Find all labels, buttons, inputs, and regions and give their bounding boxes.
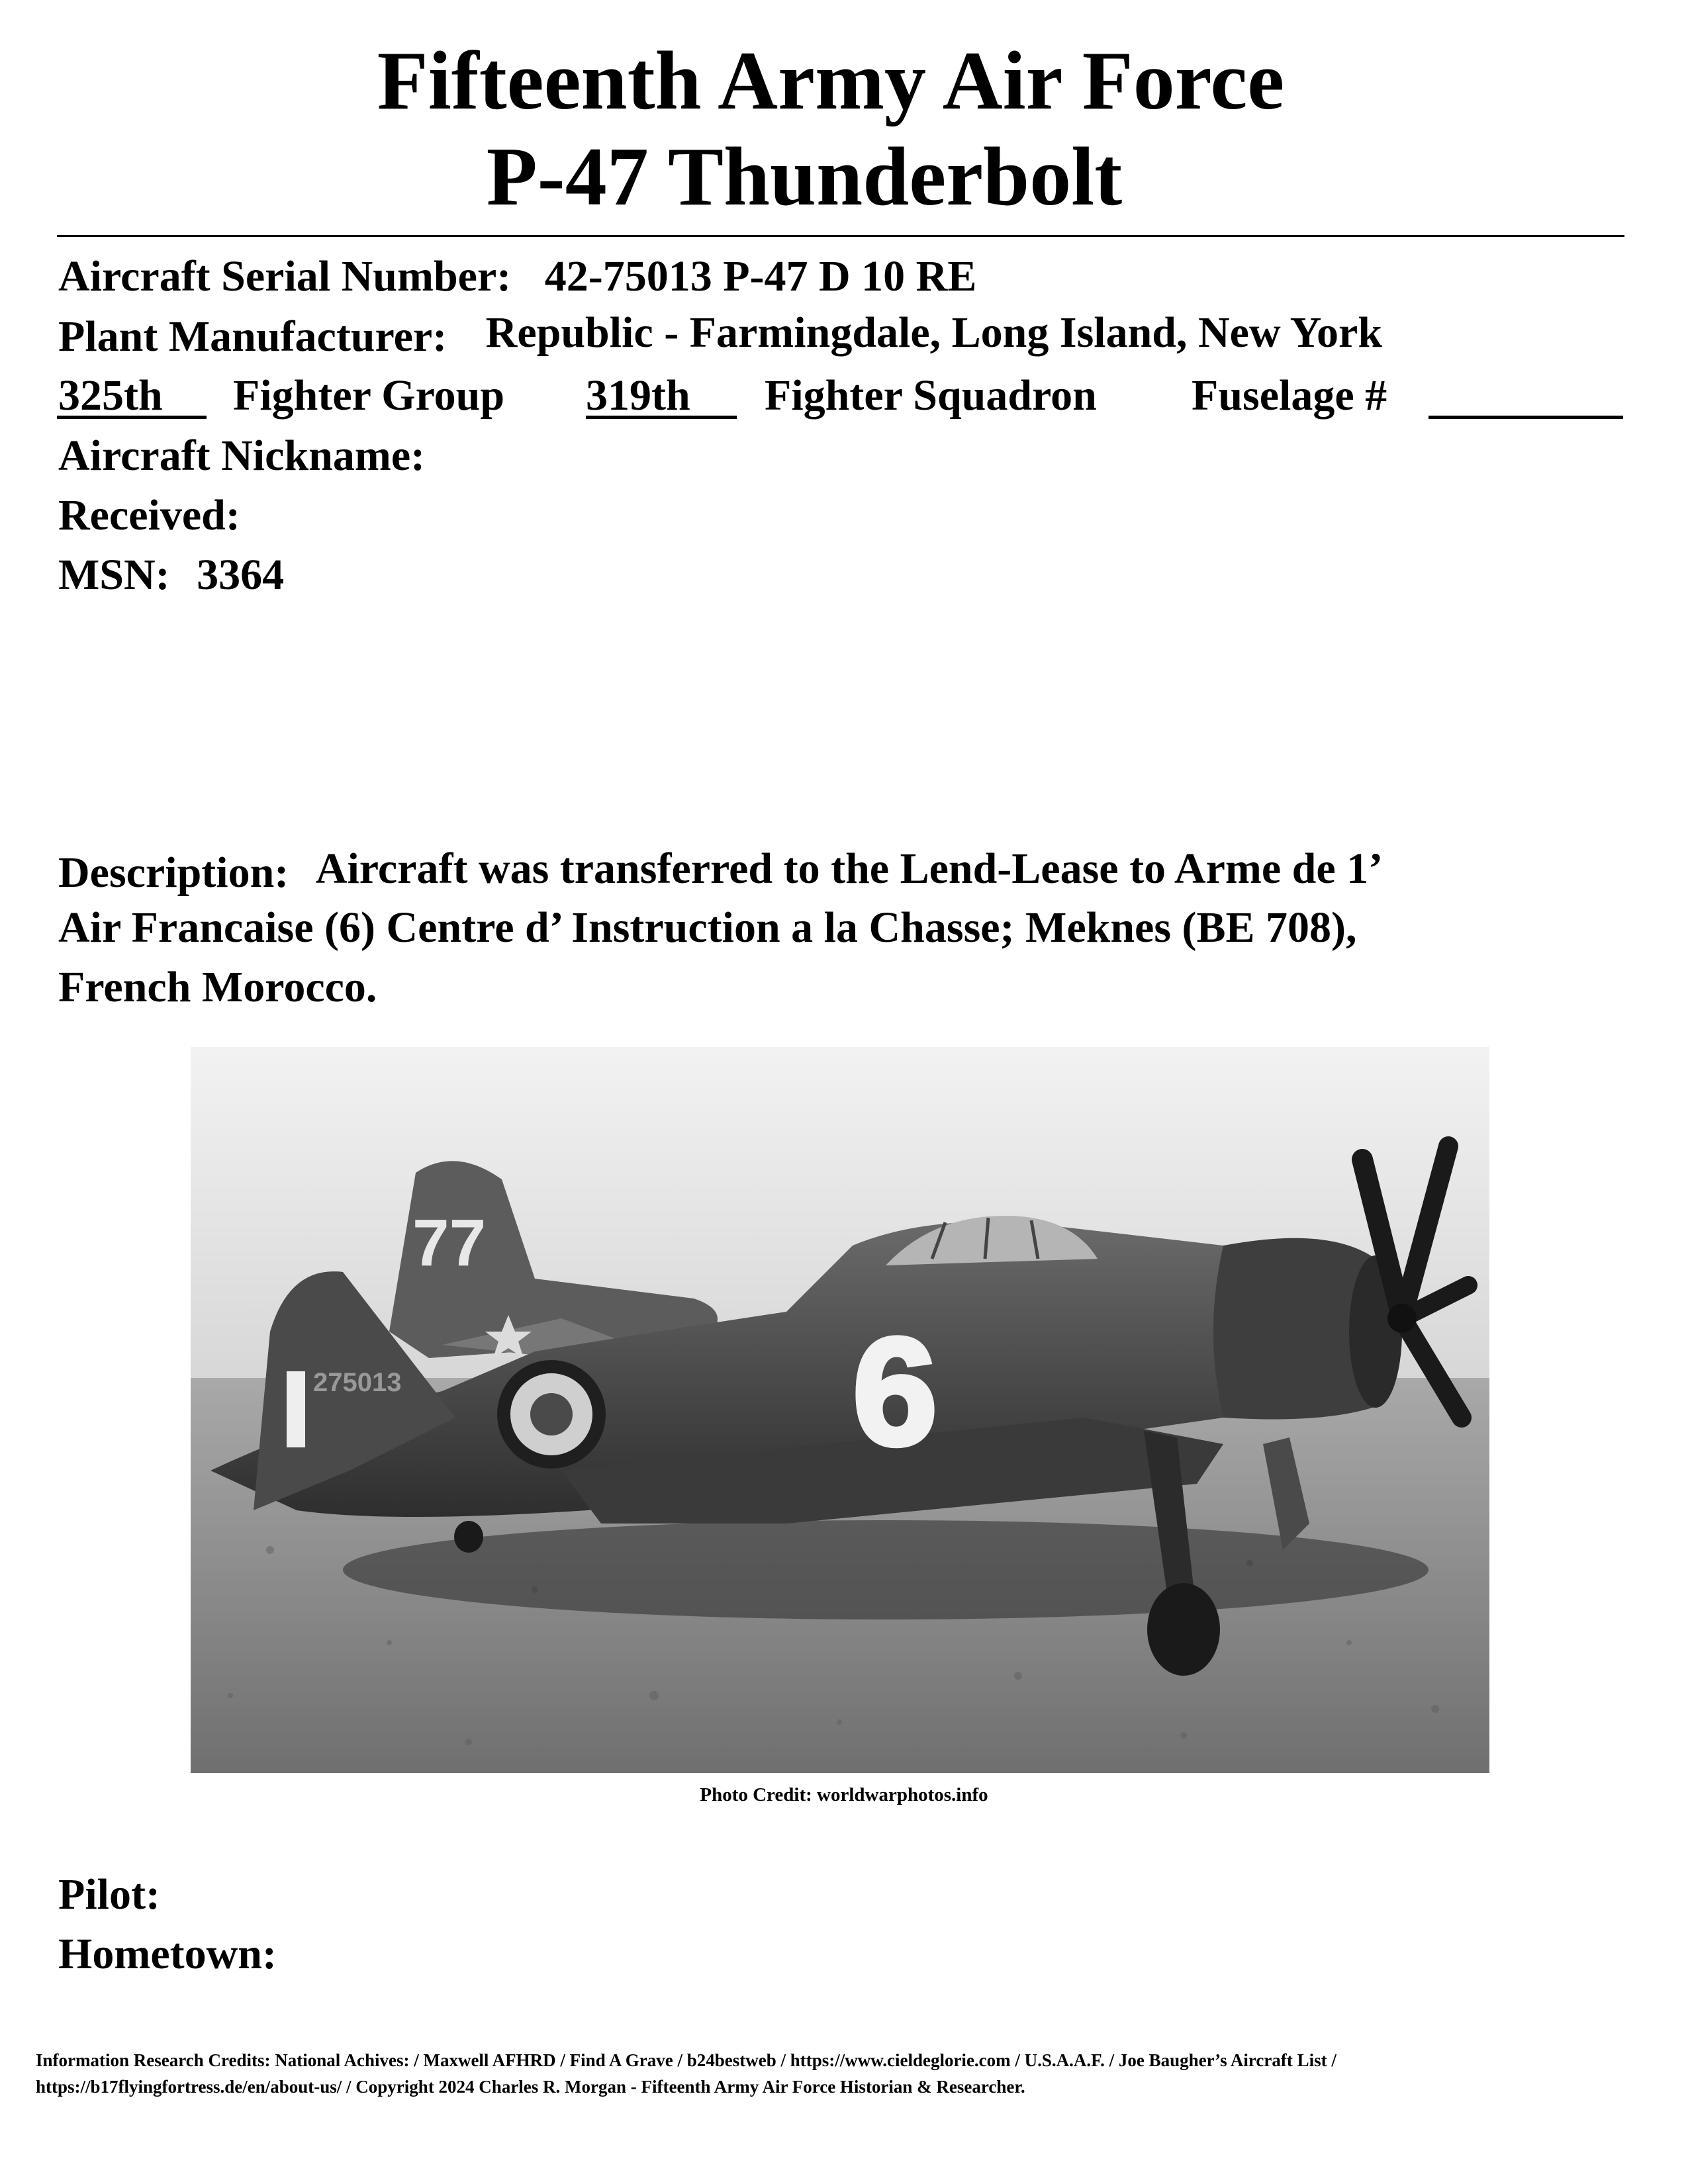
description-line-2: Air Francaise (6) Centre d’ Instruction a la Chasse; Meknes (BE 708),	[58, 903, 1357, 952]
fighter-group-label: Fighter Group	[233, 371, 505, 420]
description-line-1	[58, 844, 1383, 897]
tail-stripe	[287, 1371, 305, 1447]
serial-number-label: Aircraft Serial Number:	[58, 252, 512, 300]
msn-row	[58, 553, 284, 597]
header-divider	[57, 235, 1624, 237]
manufacturer-row	[58, 308, 1383, 361]
roundel	[497, 1360, 606, 1469]
fighter-group-value: 325th	[58, 371, 163, 420]
serial-number-row	[58, 252, 977, 300]
description-label: Description:	[58, 848, 289, 897]
fuselage-number-blank	[1429, 416, 1623, 419]
msn-value: 3364	[197, 551, 285, 599]
hometown-label: Hometown:	[58, 1930, 277, 1978]
manufacturer-label: Plant Manufacturer:	[58, 312, 447, 361]
nickname-label: Aircraft Nickname:	[58, 432, 426, 480]
serial-number-value: 42-75013 P-47 D 10 RE	[544, 252, 977, 300]
msn-label: MSN:	[58, 551, 170, 599]
fighter-squadron-underline	[586, 416, 737, 419]
aircraft-photo	[191, 1047, 1489, 1773]
fighter-squadron-label: Fighter Squadron	[765, 371, 1097, 420]
aircraft-photo-illustration	[191, 1047, 1489, 1773]
fuselage-number-label: Fuselage #	[1192, 371, 1387, 420]
svg-text:275013: 275013	[313, 1368, 402, 1397]
page-title: Fifteenth Army Air Force	[377, 35, 1285, 127]
description-text-1: Aircraft was transferred to the Lend-Lease to Arme de 1’	[315, 844, 1383, 893]
page-subtitle: P-47 Thunderbolt	[486, 131, 1123, 223]
fighter-squadron-value: 319th	[586, 371, 690, 420]
received-label: Received:	[58, 491, 240, 539]
description-line-3: French Morocco.	[58, 963, 377, 1011]
fighter-group-underline	[57, 416, 207, 419]
fuselage-number-marking: 6	[853, 1306, 937, 1477]
manufacturer-value: Republic - Farmingdale, Long Island, New York	[485, 308, 1383, 357]
research-credits-line-2: https://b17flyingfortress.de/en/about-us/ / Copyright 2024 Charles R. Morgan - Fifteenth Army Air Force Historian & Researcher.	[36, 2077, 1025, 2097]
research-credits-line-1: Information Research Credits: National Achives: / Maxwell AFHRD / Find A Grave / b24bestweb / https://www.cieldeglorie.com / U.S.A.A.F. / Joe Baugher’s Aircraft List /	[36, 2050, 1336, 2070]
svg-text:77: 77	[412, 1206, 487, 1280]
photo-credit: Photo Credit: worldwarphotos.info	[700, 1784, 988, 1805]
background-tail-number	[412, 1206, 486, 1280]
pilot-label: Pilot:	[58, 1870, 160, 1919]
